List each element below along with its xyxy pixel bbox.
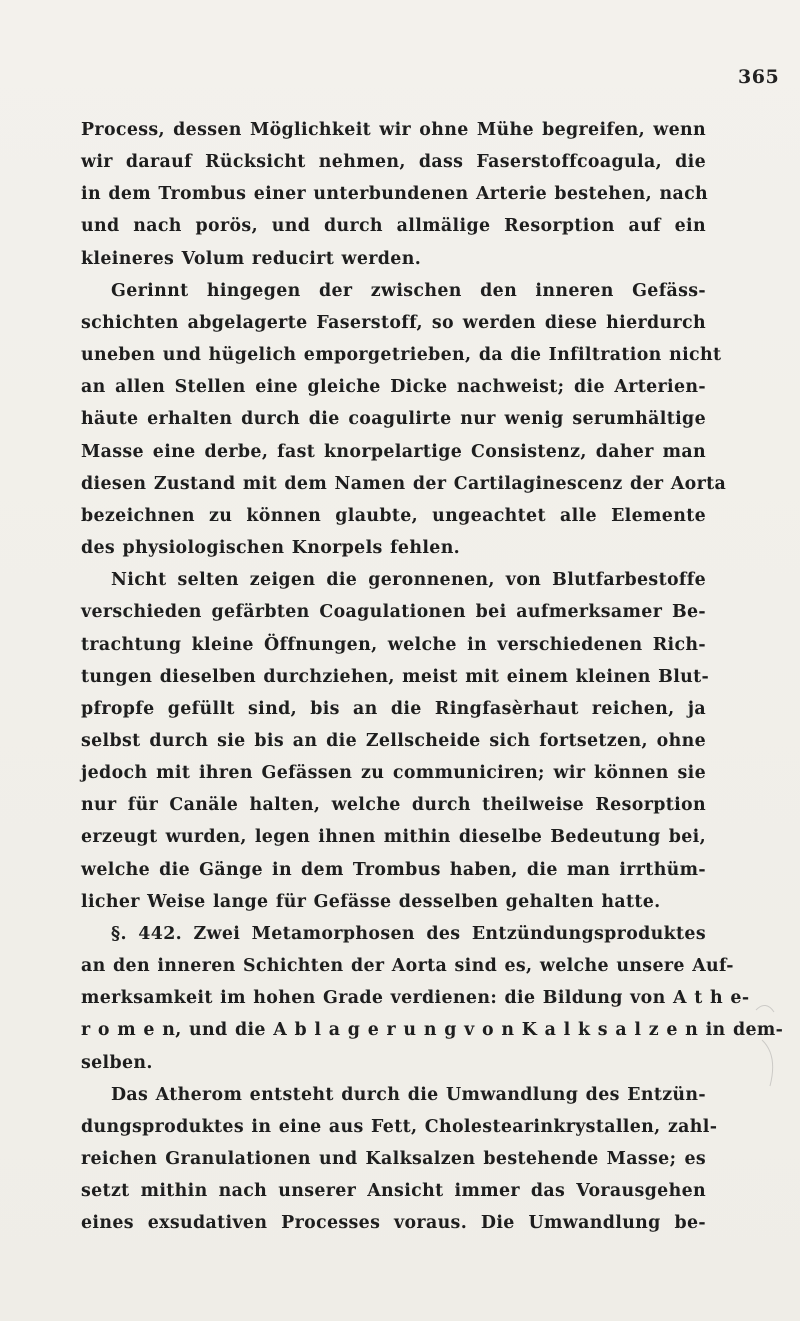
text-line: merksamkeit im hohen Grade verdienen: die Bildung von A t h e- bbox=[81, 988, 750, 1009]
text-line: Gerinnt hingegen der zwischen den inneren Gefäss- bbox=[111, 280, 706, 301]
text-line: trachtung kleine Öffnungen, welche in verschiedenen Rich- bbox=[81, 634, 706, 655]
paragraph bbox=[81, 114, 709, 275]
text-line: erzeugt wurden, legen ihnen mithin dieselbe Bedeutung bei, bbox=[81, 827, 706, 848]
text-line: Masse eine derbe, fast knorpelartige Consistenz, daher man bbox=[81, 441, 706, 462]
text-line: bezeichnen zu können glaubte, ungeachtet alle Elemente bbox=[81, 505, 706, 526]
page-number: 365 bbox=[738, 66, 780, 88]
text-line: §. 442. Zwei Metamorphosen des Entzündungsproduktes bbox=[111, 923, 706, 944]
text-line: eines exsudativen Processes voraus. Die Umwandlung be- bbox=[81, 1213, 706, 1234]
text-line: uneben und hügelich emporgetrieben, da die Infiltration nicht bbox=[81, 345, 722, 366]
text-line: welche die Gänge in dem Trombus haben, die man irrthüm- bbox=[81, 859, 706, 880]
text-line: verschieden gefärbten Coagulationen bei aufmerksamer Be- bbox=[81, 602, 706, 623]
text-line: licher Weise lange für Gefässe desselben gehalten hatte. bbox=[81, 891, 661, 912]
text-line: häute erhalten durch die coagulirte nur wenig serumhältige bbox=[81, 409, 706, 430]
text-line: selbst durch sie bis an die Zellscheide sich fortsetzen, ohne bbox=[81, 730, 706, 751]
text-line: jedoch mit ihren Gefässen zu communiciren; wir können sie bbox=[81, 763, 706, 784]
text-line: selben. bbox=[81, 1052, 153, 1073]
text-line: an allen Stellen eine gleiche Dicke nachweist; die Arterien- bbox=[81, 377, 706, 398]
text-line: wir darauf Rücksicht nehmen, dass Faserstoffcoagula, die bbox=[81, 152, 706, 173]
paragraph bbox=[81, 564, 710, 918]
text-line: des physiologischen Knorpels fehlen. bbox=[81, 538, 461, 559]
text-line: kleineres Volum reducirt werden. bbox=[81, 248, 422, 269]
paragraph bbox=[81, 918, 784, 1079]
body-text bbox=[81, 114, 784, 1239]
paragraph bbox=[81, 275, 727, 564]
text-line: nur für Canäle halten, welche durch theilweise Resorption bbox=[81, 795, 706, 816]
text-line: in dem Trombus einer unterbundenen Arterie bestehen, nach bbox=[81, 184, 709, 205]
text-line: r o m e n, und die A b l a g e r u n g v o n K a l k s a l z e n in dem- bbox=[81, 1020, 784, 1041]
text-line: Process, dessen Möglichkeit wir ohne Mühe begreifen, wenn bbox=[81, 120, 706, 140]
text-line: schichten abgelagerte Faserstoff, so werden diese hierdurch bbox=[81, 312, 706, 333]
text-line: Das Atherom entsteht durch die Umwandlung des Entzün- bbox=[111, 1084, 706, 1105]
text-line: und nach porös, und durch allmälige Resorption auf ein bbox=[81, 216, 706, 237]
text-line: tungen dieselben durchziehen, meist mit einem kleinen Blut- bbox=[81, 666, 710, 687]
paragraph bbox=[81, 1079, 718, 1240]
text-line: setzt mithin nach unserer Ansicht immer das Vorausgehen bbox=[81, 1181, 706, 1202]
text-line: pfropfe gefüllt sind, bis an die Ringfasèrhaut reichen, ja bbox=[81, 698, 706, 719]
text-line: dungsproduktes in eine aus Fett, Cholestearinkrystallen, zahl- bbox=[81, 1116, 718, 1137]
text-line: reichen Granulationen und Kalksalzen bestehende Masse; es bbox=[81, 1149, 706, 1169]
pencil-mark bbox=[748, 1000, 788, 1090]
text-line: Nicht selten zeigen die geronnenen, von Blutfarbestoffe bbox=[111, 570, 706, 591]
text-line: an den inneren Schichten der Aorta sind es, welche unsere Auf- bbox=[81, 956, 734, 977]
text-line: diesen Zustand mit dem Namen der Cartilaginescenz der Aorta bbox=[81, 473, 727, 494]
